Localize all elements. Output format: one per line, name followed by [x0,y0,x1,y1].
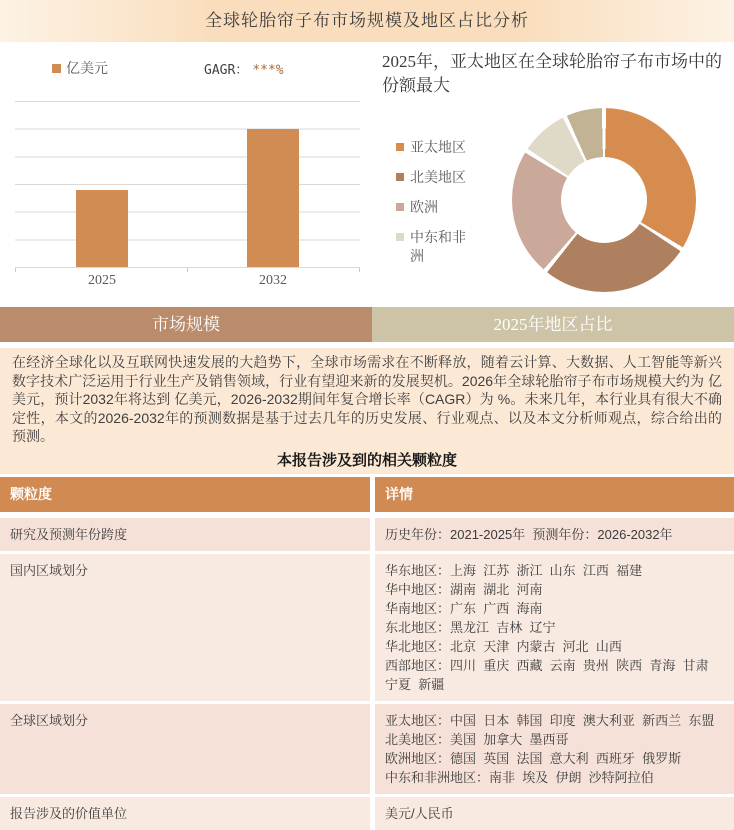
row-label-cell: 国内区域划分 [0,554,370,701]
detail-line: 历史年份：2021-2025年 预测年份：2026-2032年 [385,526,673,542]
legend-swatch-icon [52,64,61,73]
legend-label: 中东和非洲 [410,229,466,264]
axis-tick [187,268,188,272]
legend-label: 亚太地区 [410,139,466,155]
row-label-cell: 全球区域划分 [0,704,370,794]
bar-legend-label: 亿美元 [66,60,108,76]
donut-chart-panel [370,42,734,305]
legend-swatch-icon [396,173,404,181]
detail-line: 中东和非洲地区：南非 埃及 伊朗 沙特阿拉伯 [385,769,654,785]
detail-line: 北美地区：美国 加拿大 墨西哥 [385,731,569,747]
tabs-row [0,307,734,342]
legend-swatch-icon [396,203,404,211]
granularity-table [0,477,734,830]
detail-line: 西部地区：四川 重庆 西藏 云南 贵州 陕西 青海 甘肃 宁夏 新疆 [385,657,716,692]
legend-swatch-icon [396,233,404,241]
donut-chart [512,108,696,292]
legend-label: 北美地区 [410,169,466,185]
donut-chart-title: 2025年，亚太地区在全球轮胎帘子布市场中的份额最大 [382,52,722,95]
donut-hole [561,157,647,243]
detail-line: 欧洲地区：德国 英国 法国 意大利 西班牙 俄罗斯 [385,750,682,766]
row-details-cell [375,554,734,701]
x-tick-label: 2032 [259,273,287,288]
row-details-cell [375,797,734,830]
cagr-label: GAGR： [204,63,249,78]
legend-swatch-icon [396,143,404,151]
granularity-title: 本报告涉及到的相关颗粒度 [276,451,457,469]
axis-tick [15,268,16,272]
detail-line: 华东地区：上海 江苏 浙江 山东 江西 福建 [385,562,643,578]
table-row [0,554,734,701]
donut-legend [396,138,472,277]
legend-item [396,138,472,157]
detail-line: 美元/人民币 [385,805,454,821]
table-row [0,704,734,794]
bar-chart-panel [0,42,370,305]
detail-line: 华南地区：广东 广西 海南 [385,600,543,616]
table-row [0,518,734,551]
tab-region-share[interactable]: 2025年地区占比 [372,307,734,342]
summary-section [0,348,734,474]
detail-line: 东北地区：黑龙江 吉林 辽宁 [385,619,556,635]
detail-line: 华北地区：北京 天津 内蒙古 河北 山西 [385,638,622,654]
legend-label: 欧洲 [410,199,438,215]
cagr-value: ***% [252,63,284,78]
tab-market-size[interactable]: 市场规模 [0,307,372,342]
x-tick-label: 2025 [88,273,116,288]
legend-item [396,228,472,266]
table-header-granularity: 颗粒度 [0,477,370,512]
row-label-cell: 报告涉及的价值单位 [0,797,370,830]
charts-section [0,42,734,305]
row-label-cell: 研究及预测年份跨度 [0,518,370,551]
detail-line: 华中地区：湖南 湖北 河南 [385,581,543,597]
legend-item [396,168,472,187]
bar-2025 [76,190,128,267]
summary-text: 在经济全球化以及互联网快速发展的大趋势下，全球市场需求在不断释放，随着云计算、大数据、人工智能等新兴数字技术广泛运用于行业生产及销售领域，行业有望迎来新的发展契机。2026年全球轮胎帘子布市场规模大约为 亿美元，预计2032年将达到 亿美元，2026-2032期间年复合增长率（CAGR）为 %。未来几年，本行业具有很大不确定性，本文的2026-2032年的预测数据是基于过去几年的历史发展、行业观点、以及本文分析师观点，综合给出的预测。 [12,354,722,444]
table-header-details: 详情 [375,477,734,512]
legend-item [396,198,472,217]
detail-line: 亚太地区：中国 日本 韩国 印度 澳大利亚 新西兰 东盟 [385,712,715,728]
page-title: 全球轮胎帘子布市场规模及地区占比分析 [205,11,529,30]
table-body [0,518,734,830]
cagr-text [204,59,284,78]
bar-2032 [247,129,299,267]
table-row [0,797,734,830]
bar-plot-area [15,101,360,268]
page-header [0,0,734,42]
row-details-cell [375,518,734,551]
bar-chart-legend [52,58,108,78]
row-details-cell [375,704,734,794]
table-header-row [0,477,734,512]
axis-tick [359,268,360,272]
